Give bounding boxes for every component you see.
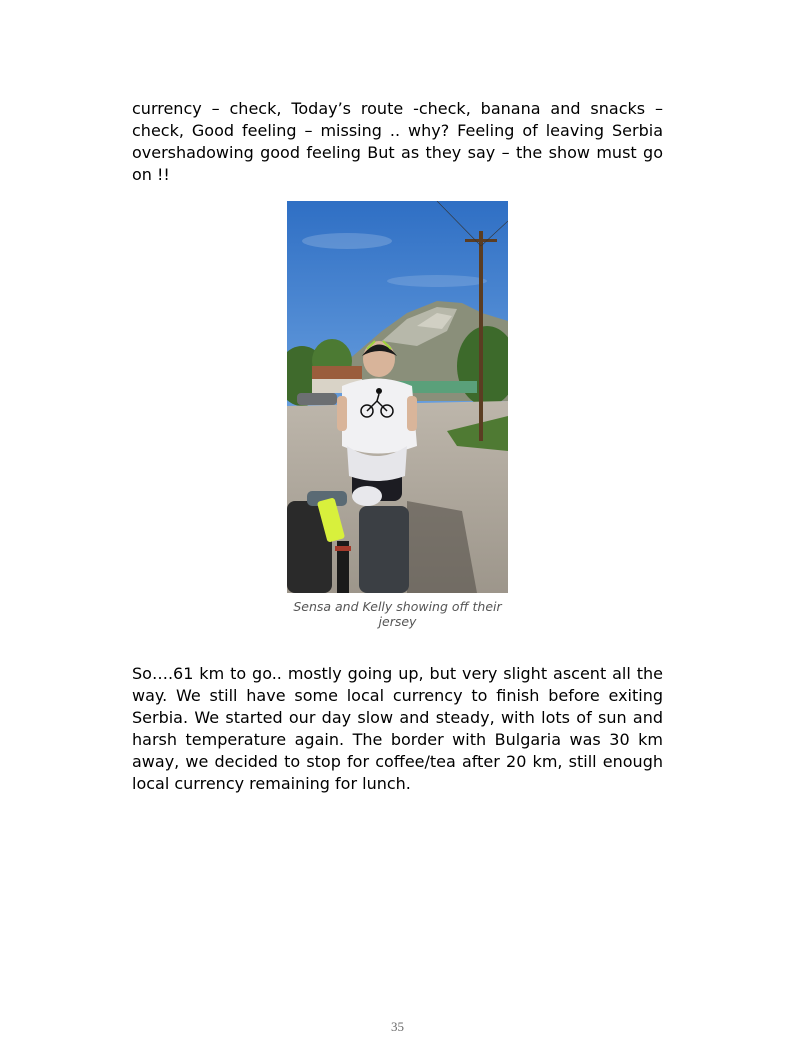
page-number: 35 xyxy=(391,1019,404,1034)
body-paragraph: currency – check, Today’s route -check, banana and snacks – check, Good feeling – missing .. why? Feeling of leaving Serbia overshadowing good feeling But as they say – the show must go on !! xyxy=(132,99,663,184)
body-paragraph: So….61 km to go.. mostly going up, but very slight ascent all the way. We still have some local currency to finish before exiting Serbia. We started our day slow and steady, with lots of sun and harsh temperature again. The border with Bulgaria was 30 km away, we decided to stop for coffee/tea after 20 km, still enough local currency remaining for lunch. xyxy=(132,664,663,793)
figure-caption: Sensa and Kelly showing off their jersey xyxy=(293,599,502,629)
cyclist-photo xyxy=(287,201,508,593)
